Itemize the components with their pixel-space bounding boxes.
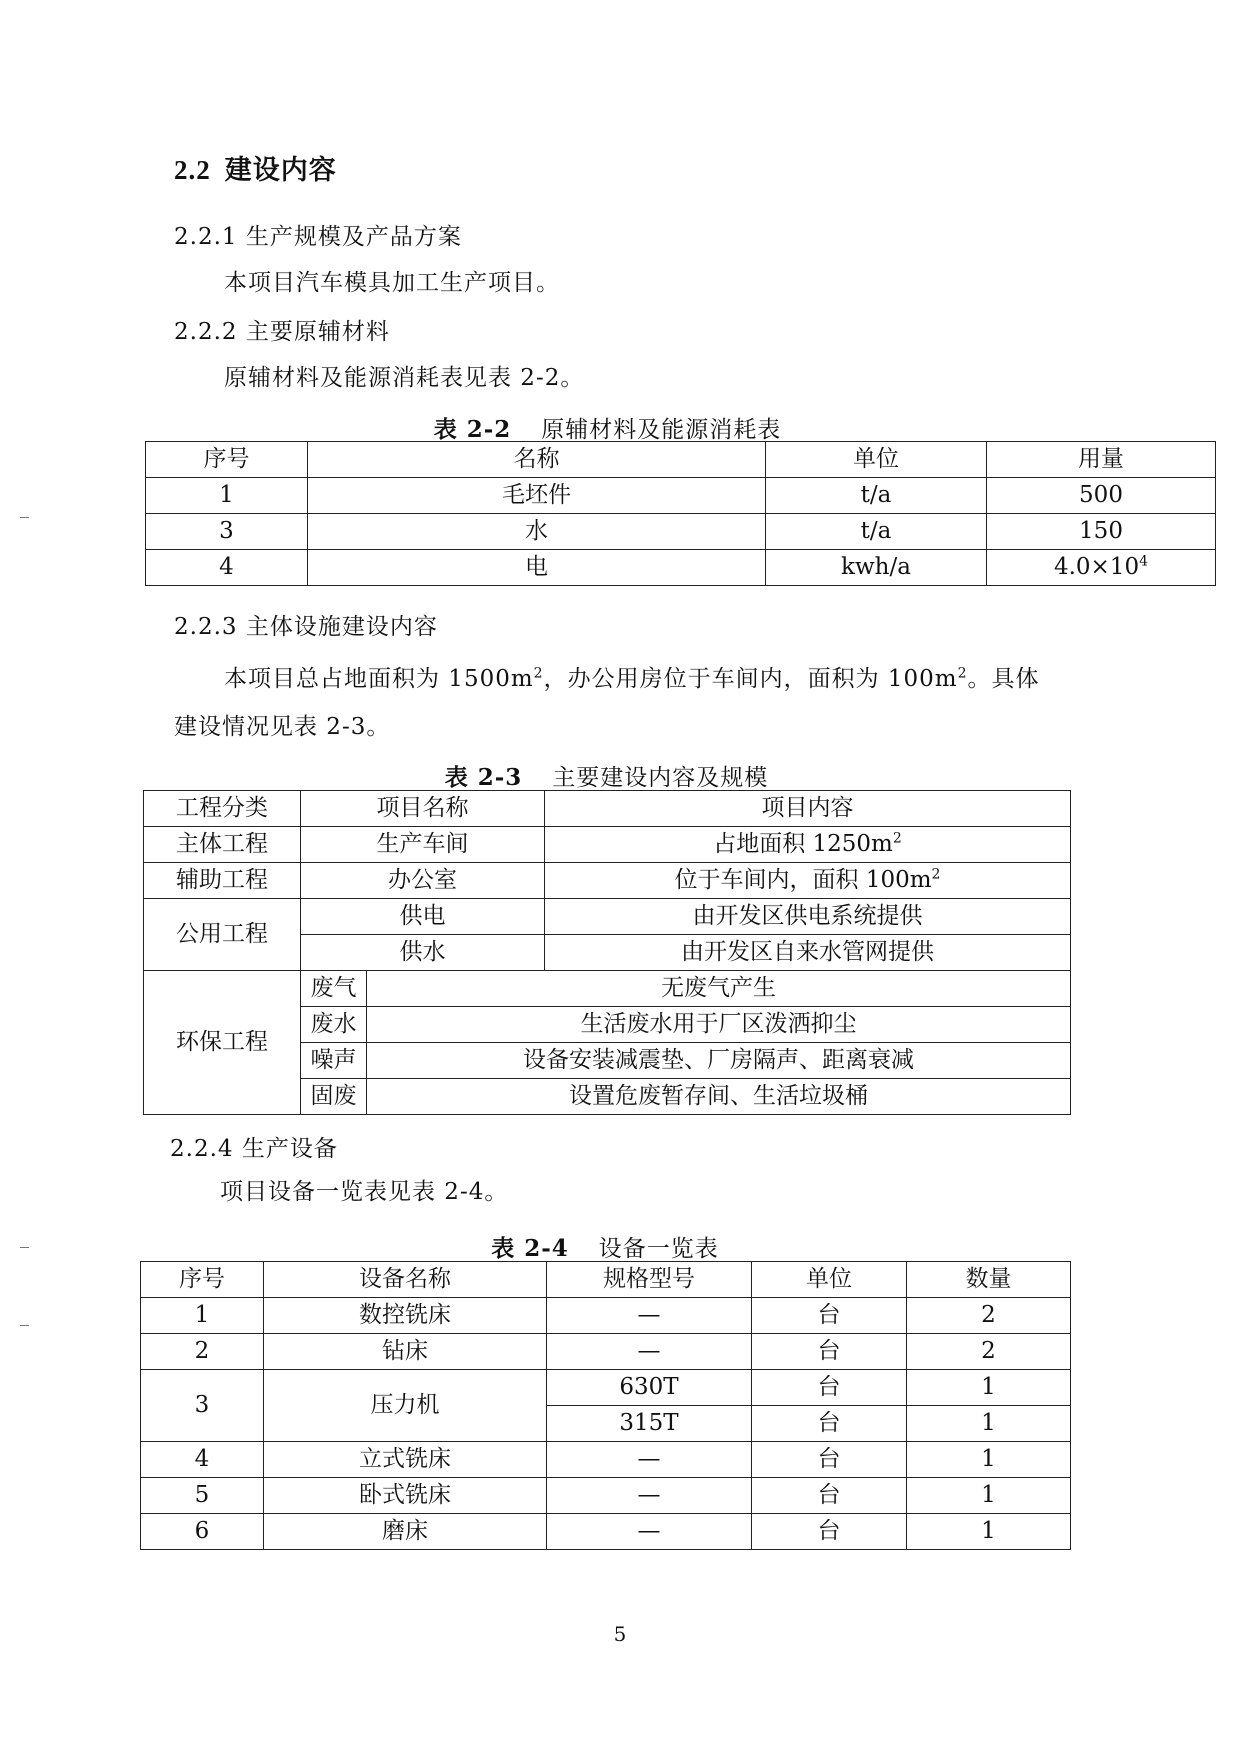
cell-content xyxy=(545,863,1071,899)
cell-unit: kwh/a xyxy=(766,550,987,586)
paragraph-224: 项目设备一览表见表 2-4。 xyxy=(220,1179,509,1205)
cell-spec: — xyxy=(547,1334,752,1370)
subsection-heading-223: 2.2.3 主体设施建设内容 xyxy=(174,614,438,640)
paragraph-223-line2: 建设情况见表 2-3。 xyxy=(174,714,391,740)
cell-category: 辅助工程 xyxy=(144,863,301,899)
text-fragment: 本项目总占地面积为 1500m xyxy=(224,666,534,692)
text-fragment: ，办公用房位于车间内，面积为 100m xyxy=(543,666,958,692)
cell-amount xyxy=(987,550,1216,586)
table-header-row xyxy=(146,442,1216,478)
cell-name: 办公室 xyxy=(301,863,545,899)
caption-title: 设备一览表 xyxy=(598,1236,719,1262)
subsection-heading-224: 2.2.4 生产设备 xyxy=(170,1136,338,1162)
scan-mark xyxy=(20,517,29,518)
cell-unit: 台 xyxy=(752,1298,907,1334)
cell-name: 电 xyxy=(308,550,766,586)
table-2-4 xyxy=(140,1261,1071,1550)
cell-no: 3 xyxy=(141,1370,264,1442)
column-header: 项目内容 xyxy=(545,791,1071,827)
column-header: 用量 xyxy=(987,442,1216,478)
cell-name: 废水 xyxy=(301,1007,367,1043)
superscript: 2 xyxy=(533,665,544,682)
cell-unit: 台 xyxy=(752,1370,907,1406)
content-text: 位于车间内，面积 100m xyxy=(674,866,932,893)
table-row xyxy=(144,899,1071,935)
column-header: 单位 xyxy=(766,442,987,478)
text-fragment: 。具体 xyxy=(967,666,1040,692)
table-2-2 xyxy=(145,441,1216,586)
cell-content: 无废气产生 xyxy=(367,971,1071,1007)
cell-unit: 台 xyxy=(752,1478,907,1514)
cell-name: 数控铣床 xyxy=(264,1298,547,1334)
column-header: 工程分类 xyxy=(144,791,301,827)
table-row xyxy=(141,1370,1071,1406)
cell-name: 固废 xyxy=(301,1079,367,1115)
scan-mark xyxy=(20,1247,29,1248)
cell-name: 卧式铣床 xyxy=(264,1478,547,1514)
amount-exponent: 4 xyxy=(1139,553,1149,570)
cell-no: 2 xyxy=(141,1334,264,1370)
cell-qty: 1 xyxy=(907,1478,1071,1514)
column-header: 项目名称 xyxy=(301,791,545,827)
column-header: 名称 xyxy=(308,442,766,478)
cell-qty: 1 xyxy=(907,1370,1071,1406)
section-number: 2.2 xyxy=(174,155,211,185)
cell-no: 4 xyxy=(146,550,308,586)
column-header: 单位 xyxy=(752,1262,907,1298)
cell-unit: 台 xyxy=(752,1406,907,1442)
caption-title: 主要建设内容及规模 xyxy=(552,765,769,791)
page-number: 5 xyxy=(613,1622,627,1646)
column-header: 设备名称 xyxy=(264,1262,547,1298)
table-row xyxy=(144,863,1071,899)
cell-qty: 1 xyxy=(907,1514,1071,1550)
section-title: 建设内容 xyxy=(224,155,337,186)
subsection-heading-221: 2.2.1 生产规模及产品方案 xyxy=(174,224,462,250)
cell-no: 4 xyxy=(141,1442,264,1478)
cell-spec: — xyxy=(547,1298,752,1334)
table-row xyxy=(141,1334,1071,1370)
cell-name: 生产车间 xyxy=(301,827,545,863)
caption-title: 原辅材料及能源消耗表 xyxy=(541,417,782,443)
cell-spec: — xyxy=(547,1514,752,1550)
cell-content: 设备安装减震垫、厂房隔声、距离衰减 xyxy=(367,1043,1071,1079)
table-row xyxy=(141,1442,1071,1478)
cell-qty: 1 xyxy=(907,1406,1071,1442)
superscript: 2 xyxy=(957,665,968,682)
table-2-4-caption xyxy=(140,1230,1070,1263)
cell-unit: t/a xyxy=(766,478,987,514)
cell-qty: 1 xyxy=(907,1442,1071,1478)
caption-label: 表 2-4 xyxy=(491,1235,569,1262)
cell-spec: 315T xyxy=(547,1406,752,1442)
cell-name: 钻床 xyxy=(264,1334,547,1370)
cell-category: 公用工程 xyxy=(144,899,301,971)
paragraph-222: 原辅材料及能源消耗表见表 2-2。 xyxy=(224,365,585,391)
cell-content: 由开发区自来水管网提供 xyxy=(545,935,1071,971)
caption-label: 表 2-2 xyxy=(433,416,512,443)
cell-category: 主体工程 xyxy=(144,827,301,863)
cell-content: 生活废水用于厂区泼洒抑尘 xyxy=(367,1007,1071,1043)
table-2-3-caption xyxy=(143,759,1070,792)
cell-no: 1 xyxy=(141,1298,264,1334)
column-header: 数量 xyxy=(907,1262,1071,1298)
table-row xyxy=(141,1298,1071,1334)
cell-no: 6 xyxy=(141,1514,264,1550)
table-row xyxy=(144,971,1071,1007)
cell-unit: 台 xyxy=(752,1334,907,1370)
table-row xyxy=(146,550,1216,586)
column-header: 序号 xyxy=(141,1262,264,1298)
cell-name: 水 xyxy=(308,514,766,550)
caption-label: 表 2-3 xyxy=(444,764,523,791)
table-header-row xyxy=(144,791,1071,827)
table-row xyxy=(144,827,1071,863)
table-row xyxy=(146,514,1216,550)
cell-amount: 500 xyxy=(987,478,1216,514)
cell-name: 废气 xyxy=(301,971,367,1007)
cell-unit: t/a xyxy=(766,514,987,550)
subsection-heading-222: 2.2.2 主要原辅材料 xyxy=(174,319,390,345)
superscript: 2 xyxy=(931,866,941,883)
cell-name: 供水 xyxy=(301,935,545,971)
amount-base: 4.0×10 xyxy=(1053,553,1140,580)
cell-unit: 台 xyxy=(752,1442,907,1478)
table-row xyxy=(146,478,1216,514)
cell-name: 噪声 xyxy=(301,1043,367,1079)
table-row xyxy=(141,1478,1071,1514)
superscript: 2 xyxy=(892,830,902,847)
column-header: 规格型号 xyxy=(547,1262,752,1298)
cell-no: 3 xyxy=(146,514,308,550)
cell-qty: 2 xyxy=(907,1334,1071,1370)
table-row xyxy=(141,1514,1071,1550)
cell-category: 环保工程 xyxy=(144,971,301,1115)
cell-content: 设置危废暂存间、生活垃圾桶 xyxy=(367,1079,1071,1115)
content-text: 占地面积 1250m xyxy=(713,830,893,857)
cell-no: 5 xyxy=(141,1478,264,1514)
column-header: 序号 xyxy=(146,442,308,478)
paragraph-223-line1 xyxy=(224,660,1040,693)
scan-mark xyxy=(20,1325,29,1326)
cell-spec: — xyxy=(547,1442,752,1478)
paragraph-221: 本项目汽车模具加工生产项目。 xyxy=(224,270,560,296)
table-2-2-caption xyxy=(145,411,1070,444)
cell-unit: 台 xyxy=(752,1514,907,1550)
cell-spec: — xyxy=(547,1478,752,1514)
cell-content xyxy=(545,827,1071,863)
cell-content: 由开发区供电系统提供 xyxy=(545,899,1071,935)
cell-name: 压力机 xyxy=(264,1370,547,1442)
table-header-row xyxy=(141,1262,1071,1298)
cell-name: 立式铣床 xyxy=(264,1442,547,1478)
cell-qty: 2 xyxy=(907,1298,1071,1334)
cell-name: 供电 xyxy=(301,899,545,935)
table-2-3 xyxy=(143,790,1071,1115)
cell-name: 磨床 xyxy=(264,1514,547,1550)
cell-spec: 630T xyxy=(547,1370,752,1406)
cell-name: 毛坯件 xyxy=(308,478,766,514)
cell-no: 1 xyxy=(146,478,308,514)
cell-amount: 150 xyxy=(987,514,1216,550)
section-heading xyxy=(174,148,337,187)
